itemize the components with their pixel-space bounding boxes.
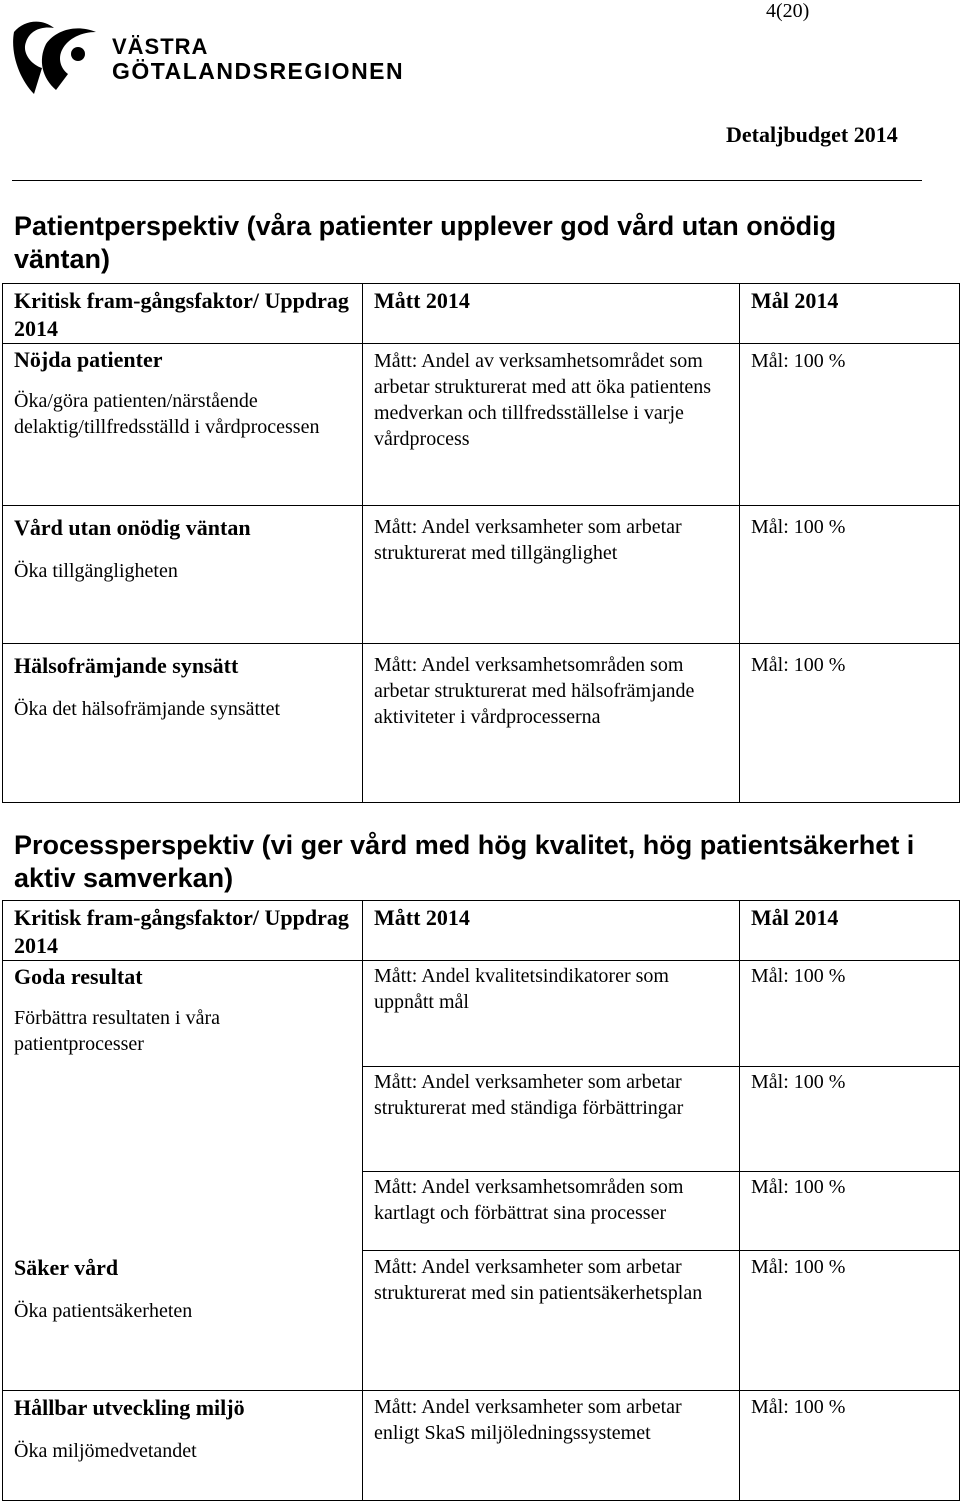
header-measure: Mått 2014 [374,905,470,930]
measure-text: Mått: Andel av verksamhetsområdet som arbetar strukturerat med att öka patientens medverkan och tillfredsställelse i varje vårdprocess [374,350,712,450]
category-label: Hälsofrämjande synsätt [14,653,239,678]
task-label: Öka tillgängligheten [14,560,178,582]
table-row [3,644,960,803]
process-perspective-table [2,900,960,1501]
table-header-row [3,284,960,344]
goal-value: Mål: 100 % [751,965,846,987]
patient-perspective-table [2,283,960,803]
document-title: Detaljbudget 2014 [726,122,898,147]
table-row [3,344,960,506]
header-factor: Kritisk fram-gångsfaktor/ Uppdrag 2014 [14,905,349,958]
table-header-row [3,901,960,961]
task-label: Förbättra resultaten i våra patientprocesser [14,1007,221,1055]
goal-value: Mål: 100 % [751,350,846,372]
category-label: Säker vård [14,1254,119,1280]
logo-mark-icon [12,18,107,100]
task-label: Öka/göra patienten/närstående delaktig/tillfredsställd i vårdprocessen [14,390,320,438]
task-label: Öka det hälsofrämjande synsättet [14,698,281,720]
header-goal: Mål 2014 [751,905,839,930]
category-label: Goda resultat [14,964,143,989]
page-number: 4(20) [766,0,810,22]
table-row [3,506,960,644]
region-logo [12,18,405,100]
logo-line-2: GÖTALANDSREGIONEN [112,58,405,84]
goal-value: Mål: 100 % [751,516,846,538]
goal-value: Mål: 100 % [751,654,846,676]
logo-line-1: VÄSTRA [112,34,209,59]
measure-text: Mått: Andel verksamheter som arbetar strukturerat med ständiga förbättringar [374,1071,684,1119]
task-label: Öka patientsäkerheten [14,1299,193,1322]
measure-text: Mått: Andel verksamheter som arbetar strukturerat med tillgänglighet [374,516,682,564]
section-title-patient: Patientperspektiv (våra patienter upplever god vård utan onödig väntan) [14,211,837,274]
goal-value: Mål: 100 % [751,1256,846,1278]
category-label: Vård utan onödig väntan [14,515,251,540]
table-row [3,961,960,1067]
header-goal: Mål 2014 [751,288,839,313]
table-row [3,1251,960,1391]
goal-value: Mål: 100 % [751,1396,846,1418]
header-divider [12,180,922,181]
task-label: Öka miljömedvetandet [14,1440,197,1462]
header-factor: Kritisk fram-gångsfaktor/ Uppdrag 2014 [14,288,349,341]
goal-value: Mål: 100 % [751,1176,846,1198]
table-row [3,1391,960,1501]
measure-text: Mått: Andel verksamhetsområden som arbetar strukturerat med hälsofrämjande aktiviteter i vårdprocesserna [374,654,695,728]
section-title-process: Processperspektiv (vi ger vård med hög kvalitet, hög patientsäkerhet i aktiv samverkan) [14,830,915,893]
goal-value: Mål: 100 % [751,1071,846,1093]
header-measure: Mått 2014 [374,288,470,313]
measure-text: Mått: Andel verksamheter som arbetar enligt SkaS miljöledningssystemet [374,1396,682,1444]
category-label: Hållbar utveckling miljö [14,1395,245,1420]
measure-text: Mått: Andel verksamhetsområden som kartlagt och förbättrat sina processer [374,1176,684,1224]
measure-text: Mått: Andel verksamheter som arbetar strukturerat med sin patientsäkerhetsplan [374,1256,703,1304]
category-label: Nöjda patienter [14,347,163,372]
measure-text: Mått: Andel kvalitetsindikatorer som uppnått mål [374,965,669,1013]
